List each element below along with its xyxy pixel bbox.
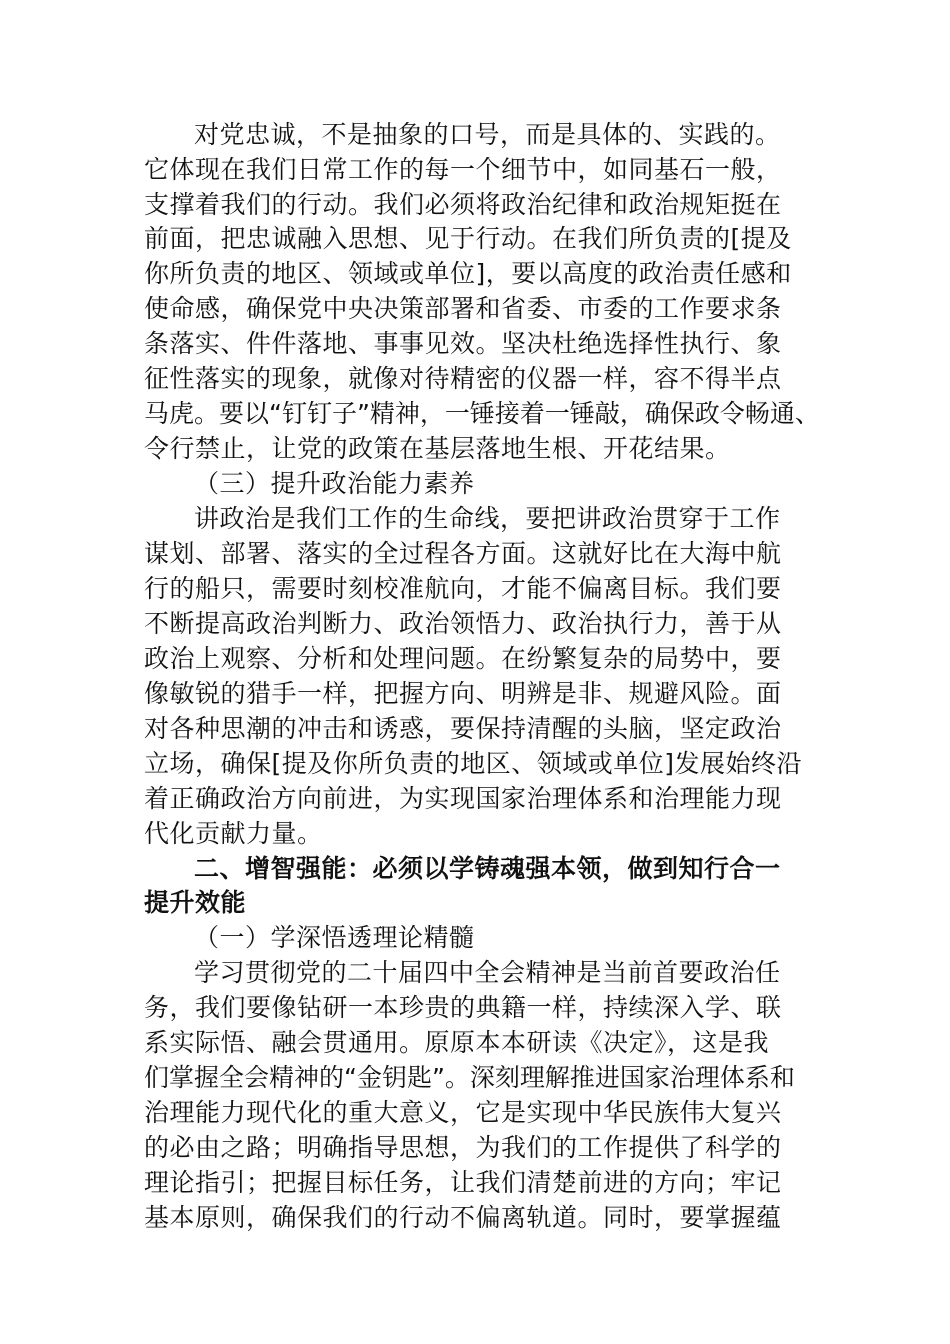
paragraph-line: 行的船只，需要时刻校准航向，才能不偏离目标。我们要	[144, 574, 782, 603]
paragraph-line: 不断提高政治判断力、政治领悟力、政治执行力，善于从	[144, 609, 782, 638]
paragraph-line: 对各种思潮的冲击和诱惑，要保持清醒的头脑，坚定政治	[144, 714, 782, 743]
paragraph-line: 立场，确保[提及你所负责的地区、领域或单位]发展始终沿	[144, 749, 803, 778]
chapter-heading: 二、增智强能：必须以学铸魂强本领，做到知行合一	[194, 854, 781, 883]
section-heading-3: （三）提升政治能力素养	[194, 469, 475, 498]
paragraph-line: 像敏锐的猎手一样，把握方向、明辨是非、规避风险。面	[144, 679, 782, 708]
paragraph-line: 政治上观察、分析和处理问题。在纷繁复杂的局势中，要	[144, 644, 782, 673]
paragraph-line: 条落实、件件落地、事事见效。坚决杜绝选择性执行、象	[144, 329, 782, 358]
paragraph-line: 着正确政治方向前进，为实现国家治理体系和治理能力现	[144, 784, 782, 813]
chapter-heading-continued: 提升效能	[144, 888, 247, 917]
paragraph-line: 对党忠诚，不是抽象的口号，而是具体的、实践的。	[194, 120, 781, 149]
paragraph-line: 讲政治是我们工作的生命线，要把讲政治贯穿于工作	[194, 504, 781, 533]
paragraph-line: 支撑着我们的行动。我们必须将政治纪律和政治规矩挺在	[144, 190, 782, 219]
paragraph-line: 治理能力现代化的重大意义，它是实现中华民族伟大复兴	[144, 1098, 782, 1127]
paragraph-line: 代化贡献力量。	[144, 819, 323, 848]
paragraph-line: 使命感，确保党中央决策部署和省委、市委的工作要求条	[144, 294, 782, 323]
paragraph-line: 马虎。要以“钉钉子”精神，一锤接着一锤敲，确保政令畅通、	[144, 399, 820, 428]
section-heading-1: （一）学深悟透理论精髓	[194, 923, 475, 952]
paragraph-line: 它体现在我们日常工作的每一个细节中，如同基石一般，	[144, 155, 782, 184]
paragraph-line: 令行禁止，让党的政策在基层落地生根、开花结果。	[144, 434, 731, 463]
paragraph-line: 学习贯彻党的二十届四中全会精神是当前首要政治任	[194, 958, 781, 987]
paragraph-line: 的必由之路；明确指导思想，为我们的工作提供了科学的	[144, 1133, 782, 1162]
paragraph-line: 谋划、部署、落实的全过程各方面。这就好比在大海中航	[144, 539, 782, 568]
paragraph-line: 理论指引；把握目标任务，让我们清楚前进的方向；牢记	[144, 1168, 782, 1197]
paragraph-line: 系实际悟、融会贯通用。原原本本研读《决定》，这是我	[144, 1028, 770, 1057]
paragraph-line: 务，我们要像钻研一本珍贵的典籍一样，持续深入学、联	[144, 993, 782, 1022]
paragraph-line: 你所负责的地区、领域或单位]，要以高度的政治责任感和	[144, 259, 792, 288]
paragraph-line: 基本原则，确保我们的行动不偏离轨道。同时，要掌握蕴	[144, 1203, 782, 1232]
paragraph-line: 前面，把忠诚融入思想、见于行动。在我们所负责的[提及	[144, 224, 792, 253]
paragraph-line: 们掌握全会精神的“金钥匙”。深刻理解推进国家治理体系和	[144, 1063, 795, 1092]
paragraph-line: 征性落实的现象，就像对待精密的仪器一样，容不得半点	[144, 364, 782, 393]
